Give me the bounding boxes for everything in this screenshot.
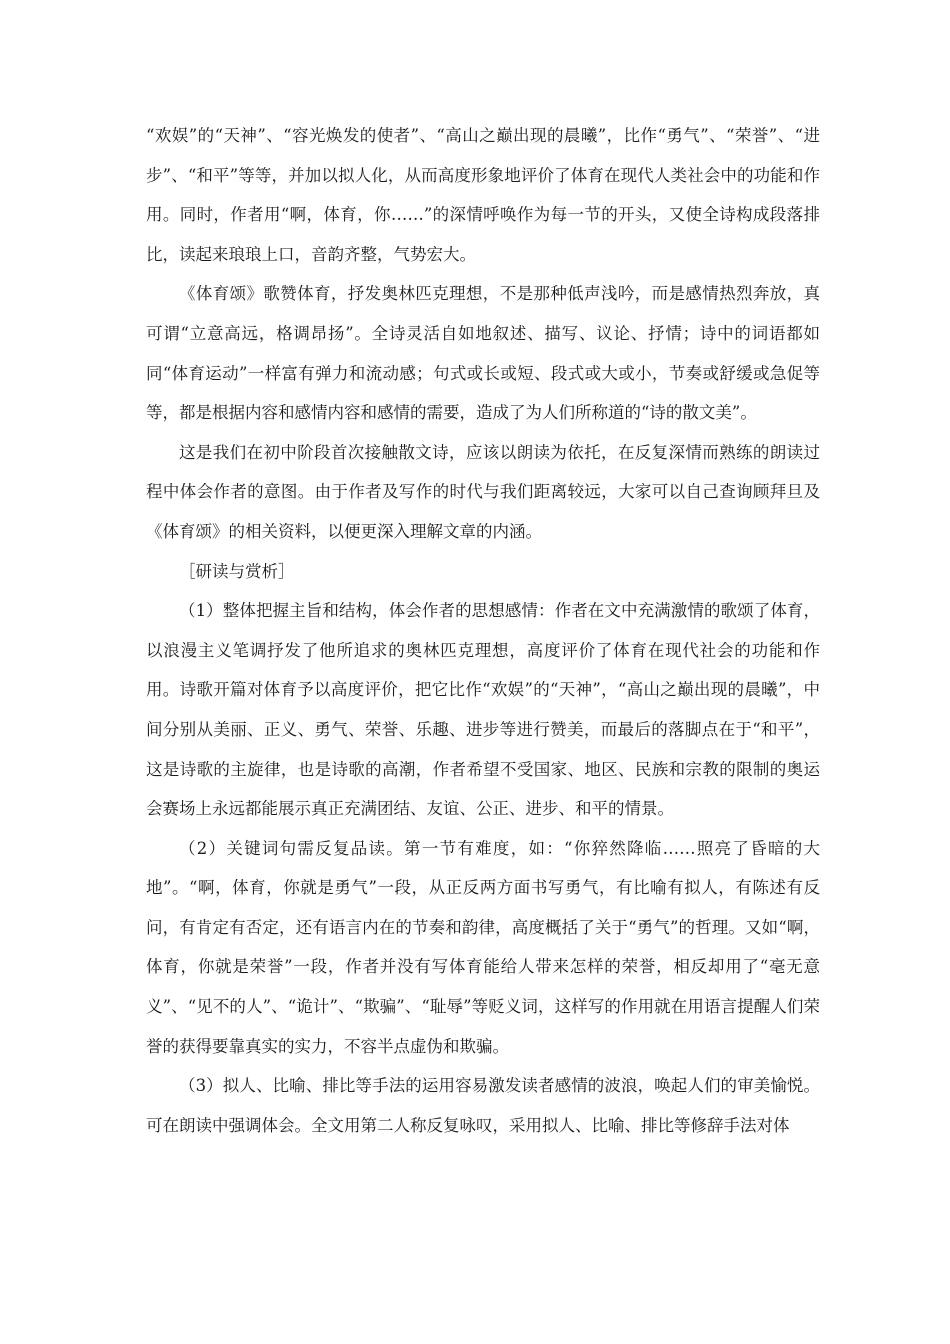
paragraph-ode-praise: 《体育颂》歌赞体育，抒发奥林匹克理想，不是那种低声浅吟，而是感情热烈奔放，真可谓“立意高远，格调昂扬”。全诗灵活自如地叙述、描写、议论、抒情；诗中的词语都如同“体育运动”一样富有弹力和流动感；句式或长或短、段式或大或小，节奏或舒缓或急促等等，都是根据内容和感情内容和感情的需要，造成了为人们所称道的“诗的散文美”。 [146,284,820,423]
paragraph-continued: “欢娱”的“天神”、“容光焕发的使者”、“高山之巅出现的晨曦”，比作“勇气”、“荣誉”、“进步”、“和平”等等，并加以拟人化，从而高度形象地评价了体育在现代人类社会中的功能和作用。同时，作者用“啊，体育，你……”的深情呼唤作为每一节的开头，又使全诗构成段落排比，读起来琅琅上口，音韵齐整，气势宏大。 [146,126,820,264]
paragraph-point-2: （2）关键词句需反复品读。第一节有难度，如：“你猝然降临……照亮了昏暗的大地”。“啊，体育，你就是勇气”一段，从正反两方面书写勇气，有比喻有拟人，有陈述有反问，有肯定有否定，还有语言内在的节奏和韵律，高度概括了关于“勇气”的哲理。又如“啊，体育，你就是荣誉”一段，作者并没有写体育能给人带来怎样的荣誉，相反却用了“毫无意义”、“见不的人”、“诡计”、“欺骗”、“耻辱”等贬义词，这样写的作用就在用语言提醒人们荣誉的获得要靠真实的实力，不容半点虚伪和欺骗。 [146,838,820,1056]
paragraph-point-1: （1）整体把握主旨和结构，体会作者的思想感情：作者在文中充满激情的歌颂了体育，以浪漫主义笔调抒发了他所追求的奥林匹克理想，高度评价了体育在现代社会的功能和作用。诗歌开篇对体育予以高度评价，把它比作“欢娱”的“天神”，“高山之巅出现的晨曦”，中间分别从美丽、正义、勇气、荣誉、乐趣、进步等进行赞美，而最后的落脚点在于“和平”，这是诗歌的主旋律，也是诗歌的高潮，作者希望不受国家、地区、民族和宗教的限制的奥运会赛场上永远都能展示真正充满团结、友谊、公正、进步、和平的情景。 [146,601,820,819]
document-body [146,116,820,1145]
paragraph-point-3: （3）拟人、比喻、排比等手法的运用容易激发读者感情的波浪，唤起人们的审美愉悦。可在朗读中强调体会。全文用第二人称反复咏叹，采用拟人、比喻、排比等修辞手法对体 [146,1076,820,1135]
section-heading: ［研读与赏析］ [179,561,295,581]
paragraph-reading-guide: 这是我们在初中阶段首次接触散文诗，应该以朗读为依托，在反复深情而熟练的朗读过程中体会作者的意图。由于作者及写作的时代与我们距离较远，大家可以自己查询顾拜旦及《体育颂》的相关资料，以便更深入理解文章的内涵。 [146,442,820,541]
